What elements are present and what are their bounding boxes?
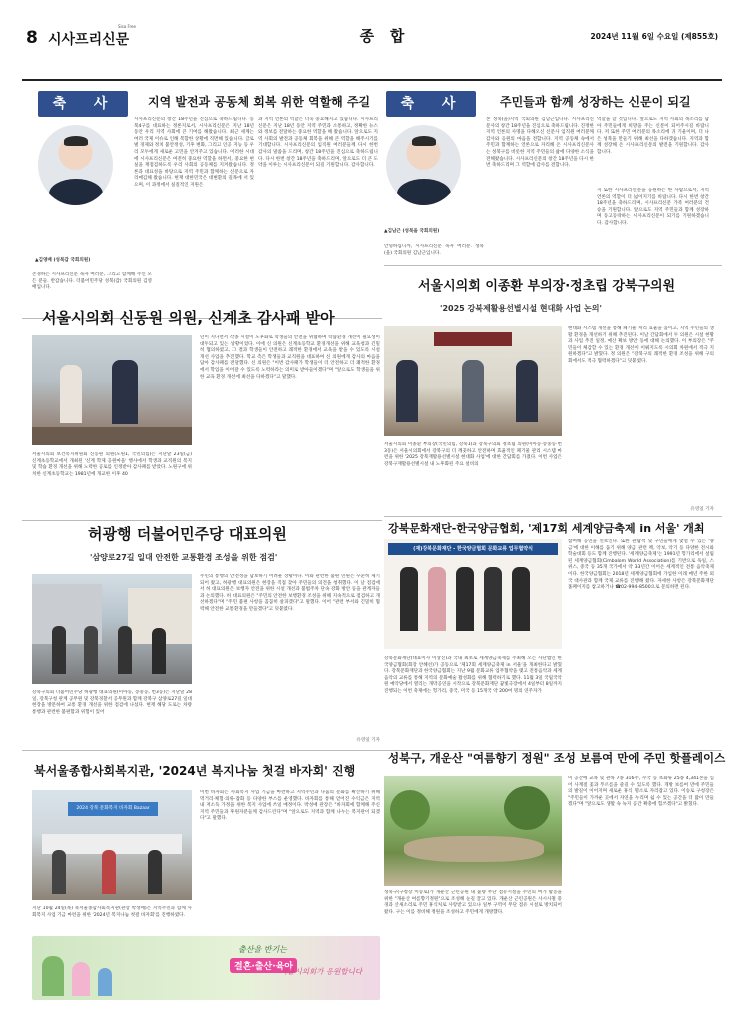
photo-banner-text: (재)강북문화재단 - 한국양금협회 문화교류 업무협약식 [388, 543, 558, 555]
article5-caption-body: 강북구의회 더불어민주당 허광행 대표의원(미아동, 송중동, 번3동)은 지난달 28일, 강북구청 관계 공무원 및 강북경찰서 공무원과 함께 강북구 삼양로27길 일대 현장을 방문하여 교통 환경 개선을 위한 점검에 나섰다. 현재 해당 도로는 차량 통행과 관련한 불편함과 위험이 있어 [32, 690, 192, 715]
article2-photo-caption: ▲김남근 (성북을 국회의원) [384, 229, 440, 234]
article5-subtitle: '삼양로27길 일대 안전한 교통환경 조성을 위한 점검' [90, 553, 278, 562]
article3-title: 서울시의회 신동원 의원, 신계초 감사패 받아 [42, 309, 335, 327]
section-title: 종 합 [359, 27, 405, 45]
street-photo-heo [32, 574, 192, 684]
article6-body-right: 참여해 공연을 선보인다. 또한 관람객 및 구민들에게 낯설 수 있는 '양금'에 대한 이해를 돕기 위해 양금 관련 책, 악보, 악기 등 다양한 전시와 학술대회 등도 함께 진행된다. '세계양금축제'는 1991년 헝가리에서 설립된 세계양금협회(Cimbalom World Association)를 기반으로 독일, 스위스, 중국 등 35개 국가에서 약 33년간 이어온 세계적인 전통 음악축제이다. 한국양금협회는 2018년 세계양금협회에 가입한 이래 매년 주한 외국 대사관과 함께 국제 교류를 진행해 왔다. 자세한 사항은 강북문화재단 홈페이지를 참고하거나 ☎02-994-8500으로 문의하면 된다. [568, 539, 714, 591]
page-header [22, 22, 722, 52]
congrats-badge-1: 축 사 [38, 91, 128, 117]
ceremony-photo-shin [32, 335, 192, 445]
header-rule [22, 79, 722, 81]
article7-caption-body: 지난 10월 24일(목) 북서울종합사회복지관(관장 박성애)은 지역주민과 함께 사회복지 사업 기금 마련을 위한 '2024년 복지나눔 첫걸 바자회'를 진행하였다. [32, 906, 192, 918]
article1-body-col1: 시사프리신문의 창간 18주년을 진심으로 축하드립니다. 동북4구를 대표하는 정론지로서, 시사프리신문은 지난 18년 동안 우리 지역 사회에 큰 기여를 해왔습니다. 최근 세계는 여러 국제 이슈로 인해 복합한 상황에 직면해 있습니다. 글로벌 경제와 정치 불안정성, 기후 변화, 그리고 인공 지능 등 우리 모두에게 새로운 고민을 안겨주고 있습니다. 이러한 시대에 시사프리신문은 여전히 중요한 역할을 하면서, 중요한 현실을 재점검하도록 우리 사회의 공동체를 지켜왔습니다. 정론과 대표성을 바탕으로 지역 주민과 함께하는 신문으로 자리매김해 왔습니다. 현재 대한민국은 대변환의 길목에 서 있으며, 이 과정에서 실질적인 지원은 [134, 117, 254, 188]
article3-body-right: 넌이 지나면서 각종 시설이 노후화로 학생들의 안전을 위협하며 학습환경 개선이 필요성이 대두되고 있는 상황이었다. 이에 신 의원은 신계초등학교 환경개선을 위해 교육청과 긴밀히 협의하였고, 그 결과 학생들이 안전하고 쾌적한 환경에서 교육을 받을 수 있도록 시설 개선 사업을 추진했다. 학교 측은 학생들과 교직원을 대표하여 신 의원에게 감사의 마음을 담아 감사패를 전달했다. 신 의원은 "이번 감사패가 학생들이 더 안전하고 더 쾌적한 환경에서 학업을 이어갈 수 있도록 노력하라는 의미로 받아들이겠다"며 "앞으로도 학생들을 위한 교육 환경 개선에 최선을 다하겠다"고 말했다. [200, 335, 380, 380]
article1-title: 지역 발전과 공동체 회복 위한 역할해 주길 [148, 95, 371, 109]
article8-body-right: 이 공간에 교목 및 관목 7종 316주, 수국 등 초화류 25종 4,341본을 심어 사계절 꽃과 푸르름을 즐길 수 있도록 했다. 개방 보름여 만에 주민들의 발길이 이어지며 새로운 휴식 명소로 자리잡고 있다. 이승로 구청장은 "주민들이 가까운 곳에서 자연을 누리며 쉴 수 있는 공간을 더 많이 만들겠다"며 "앞으로도 생활 속 녹지 공간 확충에 힘쓰겠다"고 밝혔다. [568, 776, 714, 808]
ad-banner [32, 936, 380, 1000]
article2-body-col1: 본 성북(을)지역 국회의원 김남근입니다. 시사프리신문사의 창간 18주년을 진심으로 축하드립니다. 진정한 지역 언론의 사명을 다해오신 신문사 임직원 여러분께 감사와 응원의 마음을 전합니다. 지역 공동체 속에서 주민과 함께하는 언론으로 자리해 온 시사프리신문사는 성북구를 비롯한 지역 주민들의 삶에 다양한 소식을 전해왔습니다. 시사프리신문의 창간 18주년을 다시 한번 축하드리며 그 역할에 감사를 전합니다. [486, 117, 594, 169]
bazaar-sign: 2024 강북 문화복지 바자회 Bazaar [68, 802, 158, 816]
agreement-photo [384, 539, 562, 649]
article2-title: 주민들과 함께 성장하는 신문이 되길 [500, 95, 691, 109]
divider-row2 [22, 520, 382, 521]
article3-caption-body: 서울시의회 보건복지위원회 신동원 의원(노원1, 국민의힘)은 지난달 23일(금) 신계초등학교에서 개최된 '신계 학제 공원마을' 행사에서 학생과 교직원의 복지 및 학습 환경 개선을 위해 노력한 공로를 인정받아 감사패를 받았다. 노원구에 위치한 신계초등학교는 1981년에 개교한 이후 40 [32, 452, 192, 477]
article4-body-left: 서울시의회 이종환 부의장(국민의힘, 강북1)과 강북구의회 정초립 의원(미아동·송중동·번3동)은 서울시의회에서 강북구의 더 깨끗하고 안전하며 효율적인 폐기물 관리 시스템 마련을 위한 '2025 강북재활용선별시설 현대화 사업'에 대한 간담회를 가졌다. 이번 사업은 강북구재활용선별시설 내 노후화된 주요 설비의 [384, 442, 562, 467]
article6-title: 강북문화재단-한국양금협회, '제17회 세계양금축제 in 서울' 개최 [388, 522, 705, 535]
issue-date: 2024년 11월 6일 수요일 (제855호) [590, 32, 718, 41]
banner-tag: 출산을 반기는 [238, 945, 287, 954]
article4-title: 서울시의회 이종환 부의장·정초립 강북구의원 [418, 279, 676, 294]
article7-title: 북서울종합사회복지관, '2024년 복지나눔 첫걸 바자회' 진행 [34, 764, 356, 778]
article4-body-right: 현대화 시스템 개선을 통해 폐기물 처리 효율을 높이고, 지역 주민들의 생활 환경을 개선하기 위해 추진된다. 이날 간담회에서 두 의원은 시설 현황과 사업 추진 일정, 예산 확보 방안 등에 대해 논의했다. 이 부의장은 "주민들이 체감할 수 있는 환경 개선이 이뤄지도록 시의회 차원에서 적극 지원하겠다"고 밝혔다. 정 의원은 "강북구의 쾌적한 환경 조성을 위해 구의회에서도 적극 협력하겠다"고 덧붙였다. [568, 326, 714, 364]
article2-body-bottom: 안녕하십니까, 시사프리신문 독자 여러분. 성북(을) 국회의원 김남근입니다. [384, 244, 484, 256]
article1-photo-caption: ▲김영배 (성북갑 국회의원) [35, 258, 91, 263]
page-number: 8 [26, 28, 38, 48]
article5-body-right: 주민의 통행의 안전성을 담보하기 어려운 상황이다. 이와 관련한 불편 민원은 꾸준히 제기되어 왔고, 허광행 대표의원은 현장을 직접 찾아 주민들의 의견을 청취했다. 이 날 점검에서 허 대표의원은 보행자 안전을 위한 시설 개선과 불법주차 단속 강화 방안 등을 관계자들과 논의했다. 허 대표의원은 "주민의 안전한 보행환경 조성을 위해 지속적으로 점검하고 개선하겠다"며 "주민 불편 사항을 꼼꼼히 살피겠다"고 말했다. 이어 "관련 부서와 긴밀히 협력해 안전한 교통환경을 만들겠다"고 덧붙였다. [200, 574, 380, 612]
article4-subtitle: '2025 강북제활용선별시설 현대화 사업 논의' [440, 304, 602, 313]
banner-slogan: 서울시의회가 응원합니다 [280, 967, 363, 976]
article7-body-right: 이번 바자회는 사회복지 사업 기금을 마련하고 지역주민과 나눔의 문화를 확산하기 위해 먹거리·체험·의류·잡화 등 다양한 부스를 운영했다. 바자회를 통해 얻어진 수익금은 지역 내 저소득 가정을 위한 복지 사업에 쓰일 예정이다. 박성애 관장은 "바자회에 함께해 주신 지역 주민들과 후원자분들께 감사드린다"며 "앞으로도 지역과 함께 나누는 복지관이 되겠다"고 말했다. [200, 790, 380, 822]
portrait-kim-youngbae [38, 125, 113, 205]
article8-caption-body: 성북구(구청장 이승로)가 개운산 근린공원 내 불량 무단 점유시설을 주민의 여가 활동을 위한 "개운산 여름향기정원"으로 조성해 눈길 끌고 있다. 개운산 근린공원은 사시사철 풍경과 산새소리로 주민 휴식처로 사랑받고 있으나 일부 구역이 무단 점유 시설로 방치되어 왔다. 구는 이를 정비해 정원을 조성하고 주민에게 개방했다. [384, 890, 562, 915]
article1-body-col2: 과 지역 언론의 역할은 더욱 중요해지고 있습니다. 시사프리신문은 지난 18년 동안 지역 주민과 소통하고, 정확한 뉴스와 정보를 전달하는 중요한 역할을 해 왔습니다. 앞으로도 지역 사회의 발전과 공동체 회복을 위해 큰 역할을 해주시기를 기대합니다. 시사프리신문의 임직원 여러분들께 다시 한번 감사의 말씀을 드리며, 창간 18주년을 진심으로 축하드립니다. 다시 한번 창간 18주년을 축하드리며, 앞으로도 더 큰 도약을 이루는 시사프리신문이 되길 기원합니다. 감사합니다. [258, 117, 378, 169]
divider-row2-right [384, 516, 722, 517]
article2-body-col2: 역할을 할 것입니다. 앞으로도 지역 사회의 목소리를 담아 주민들에게 희망을 주는 신문이 되어주시길 바랍니다. 저 또한 주민 여러분의 목소리에 귀 기울이며, 더 나은 성북을 만들기 위해 최선을 다하겠습니다. 지역과 함께 성장해 온 시사프리신문의 발전을 기원합니다. 감사합니다. [597, 117, 709, 155]
paper-tag: Sisa Free [118, 24, 136, 29]
meeting-photo-lee [384, 326, 562, 436]
portrait-kim-namgeun [386, 125, 461, 205]
garden-photo [384, 776, 562, 886]
paper-name: 시사프리신문 [48, 32, 130, 48]
article6-body-left: 강북문화재단(대표이사 이상진)과 국내 최초로 세계양금축제를 주최해 오는 사단법인 한국양금협회(회장 안혜선)가 공동으로 '제17회 세계양금축제 in 서울'을 개최한다고 밝혔다. 강북문화재단과 한국양금협회는 지난 9월 문화교류 업무협약을 맺고 전통음악과 세계 음악의 교류를 통해 지역의 문화예술 활성화를 위해 협력하기로 했다. 11월 3일 국립국악원 예악당에서 열리는 개막공연을 시작으로 강북문화재단 꿈빛극장에서 4일부터 8일까지 진행되는 이번 축제에는 헝가리, 중국, 미국 등 15개국 약 200여 명의 연주자가 [384, 656, 562, 694]
divider-row1-right [384, 265, 722, 266]
article8-title: 성북구, 개운산 "여름향기 정원" 조성 보름여 만에 주민 핫플레이스 [388, 751, 726, 765]
article2-body-col3: 지 또한 시사프리신문을 응원하는 한 사람으로서, 지역 언론의 역할이 더 넓어지기를 바랍니다. 다시 한번 창간 18주년을 축하드리며, 시사프리신문 가족 여러분의 건승을 기원합니다. 앞으로도 지역 주민들과 함께 성장하며 동고동락하는 시사프리신문이 되기를 기원하겠습니다. 감사합니다. [597, 188, 709, 226]
congrats-badge-2: 축 사 [386, 91, 476, 117]
article4-credit: 유영일 기자 [690, 507, 714, 512]
article1-body-bottom: 존경하는 시사프리신문 독자 여러분, 그리고 함께해 주신 모든 분들. 반갑습니다. 더불어민주당 성북(갑) 국회의원 김영배입니다. [32, 272, 152, 291]
article5-credit: 유영일 기자 [356, 738, 380, 743]
article5-title: 허광행 더불어민주당 대표의원 [88, 525, 287, 543]
banner-text: 결혼·출산·육아 [230, 958, 297, 973]
bazaar-photo [32, 790, 192, 900]
